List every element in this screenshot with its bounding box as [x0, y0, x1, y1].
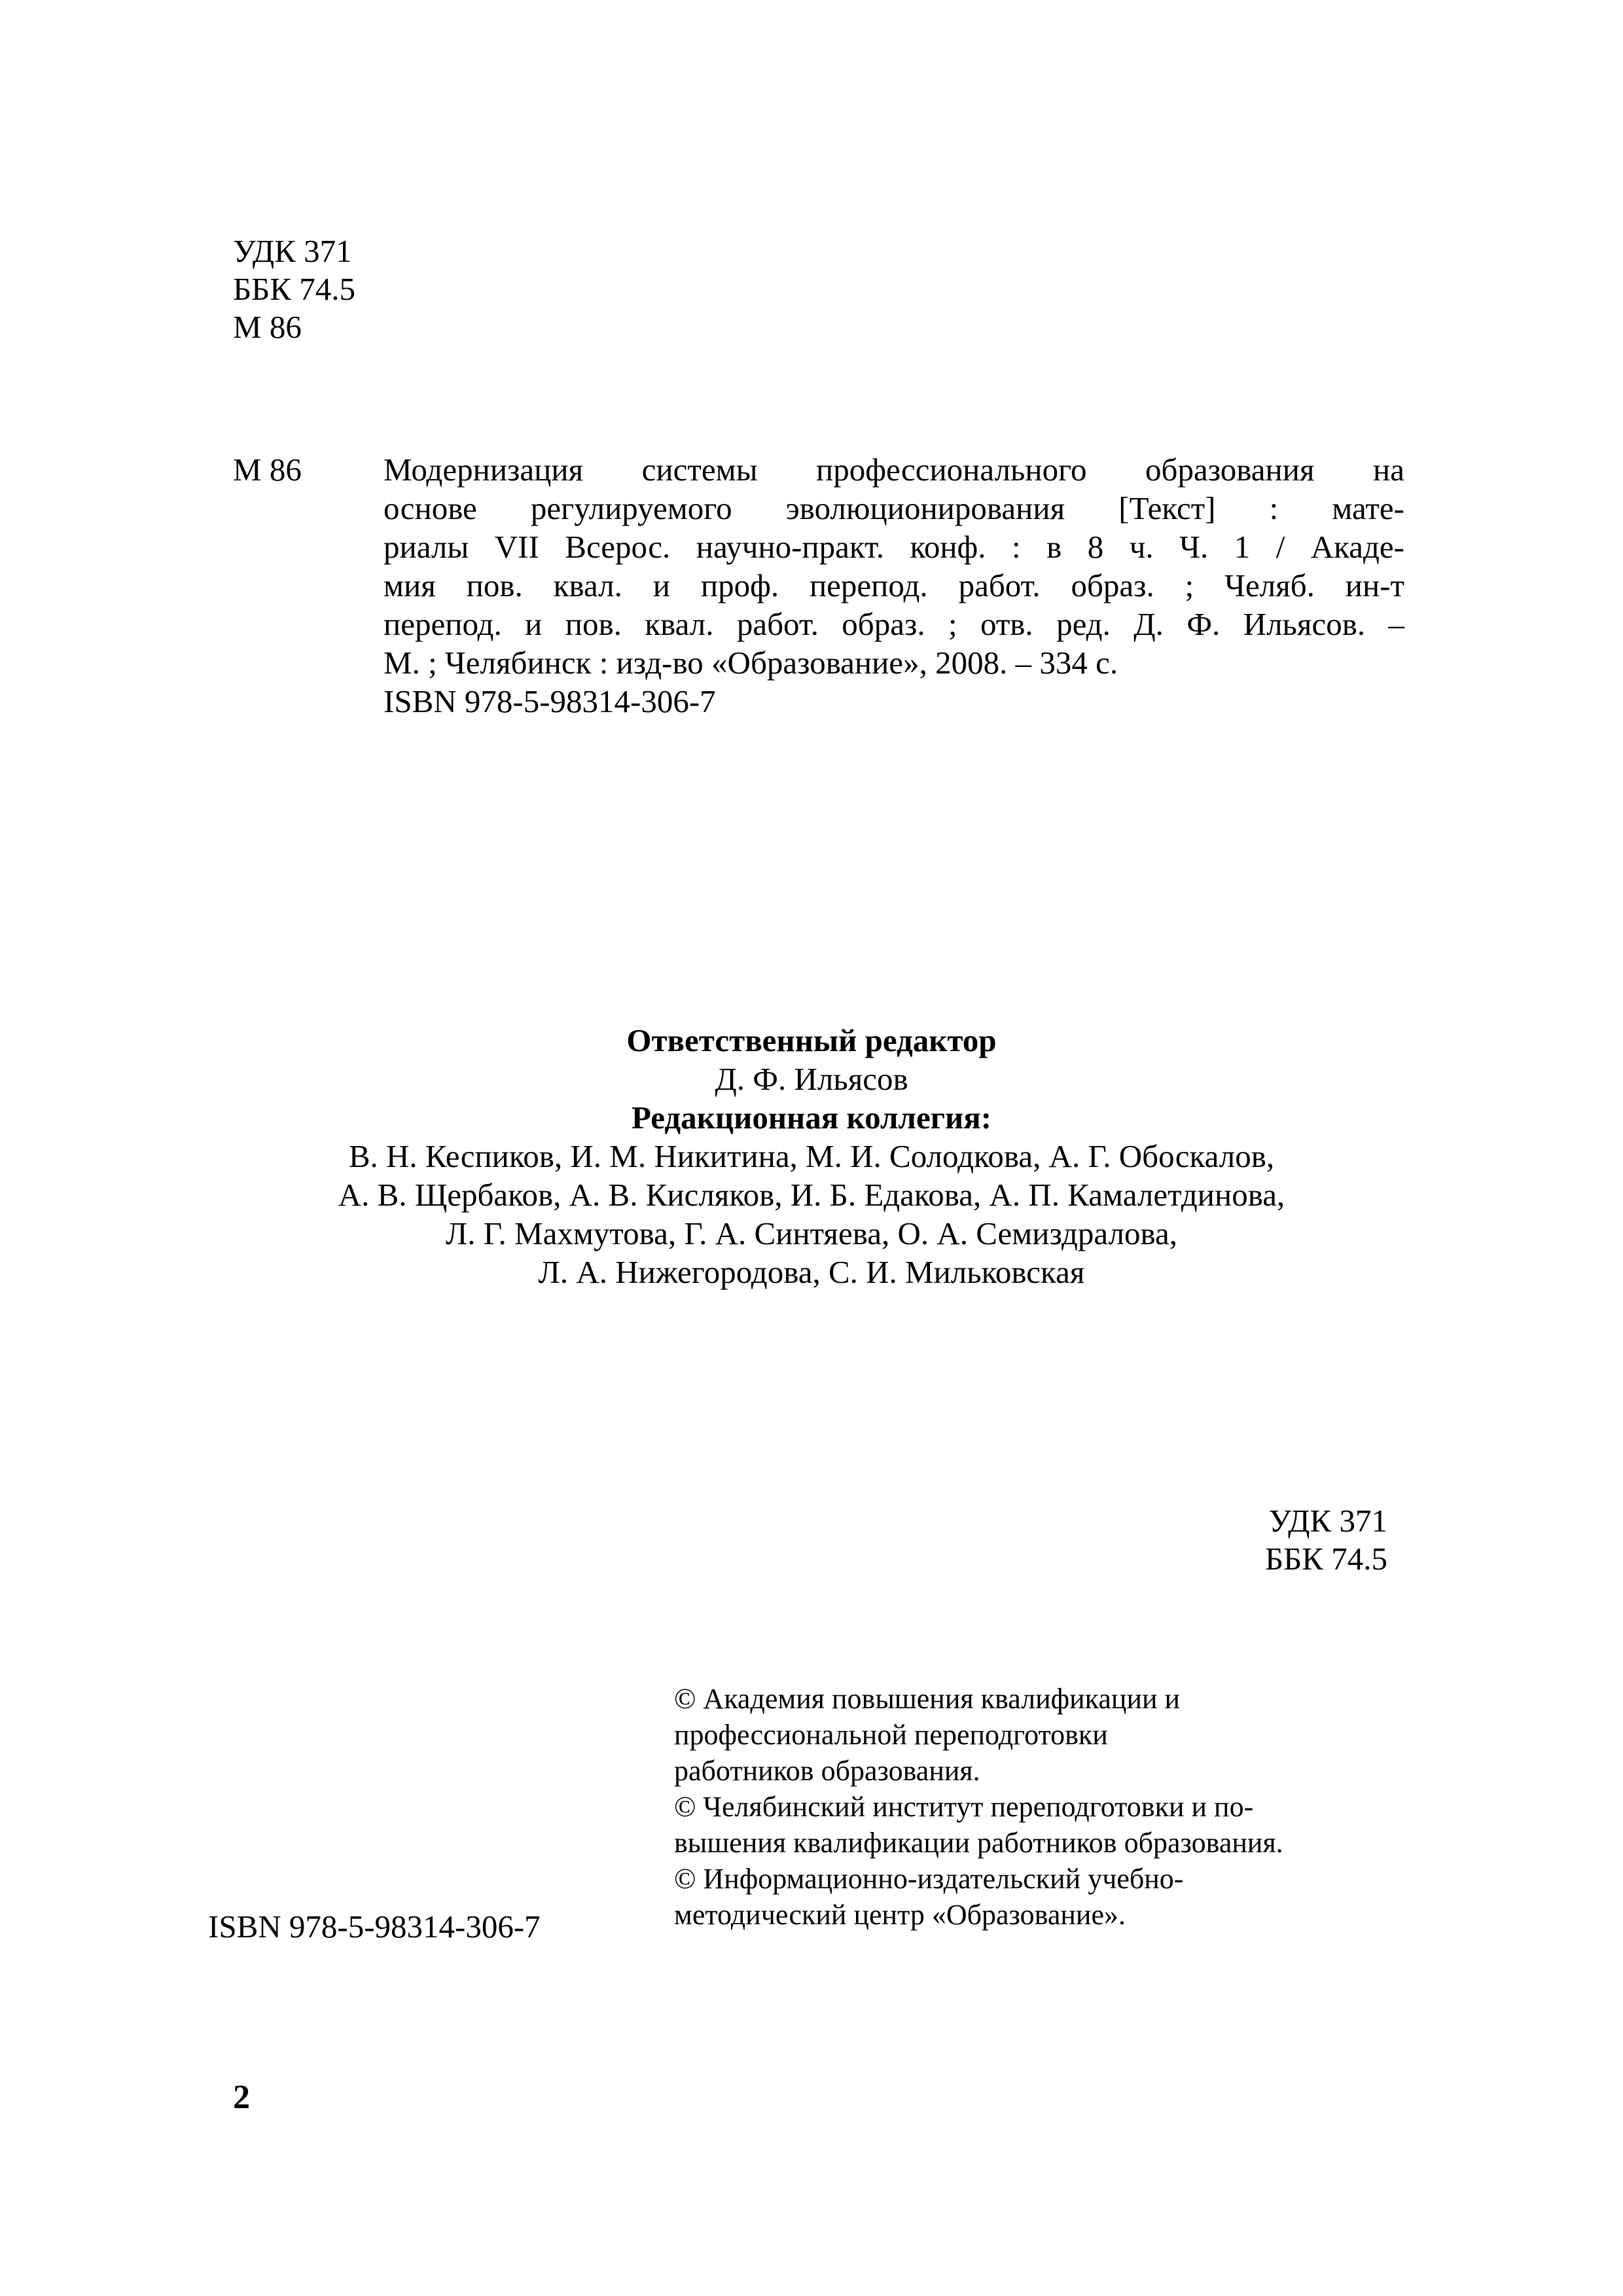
udk-code: УДК 371 [233, 233, 352, 269]
bibliographic-author-mark: М 86 [233, 452, 302, 488]
editorial-board [157, 1021, 1466, 1291]
editorial-board-line: Л. А. Нижегородова, С. И. Мильковская [538, 1254, 1085, 1290]
bibliographic-line: Модернизация системы профессионального образования на [383, 452, 1404, 488]
bibliographic-line: мия пов. квал. и проф. перепод. работ. образ. ; Челяб. ин-т [383, 567, 1404, 603]
bibliographic-line: М. ; Челябинск : изд-во «Образование», 2008. – 334 с. [383, 645, 1118, 681]
copyright-line: методический центр «Образование». [674, 1899, 1126, 1931]
bbk-code: ББК 74.5 [1265, 1541, 1387, 1577]
udk-code: УДК 371 [1268, 1503, 1387, 1539]
classification-codes-top [233, 232, 355, 346]
responsible-editor-name: Д. Ф. Ильясов [715, 1061, 908, 1097]
bbk-code: ББК 74.5 [233, 271, 355, 307]
classification-codes-bottom [982, 1502, 1387, 1578]
author-mark: М 86 [233, 309, 302, 345]
editorial-board-line: Л. Г. Махмутова, Г. А. Синтяева, О. А. Семиздралова, [445, 1215, 1178, 1251]
copyright-line: вышения квалификации работников образования. [674, 1827, 1283, 1859]
editorial-board-heading: Редакционная коллегия: [631, 1100, 992, 1136]
responsible-editor-heading: Ответственный редактор [626, 1022, 997, 1058]
copyright-block [674, 1681, 1427, 1933]
copyright-line: © Академия повышения квалификации и [674, 1683, 1181, 1715]
isbn: ISBN 978-5-98314-306-7 [208, 1909, 541, 1945]
copyright-line: профессиональной переподготовки [674, 1719, 1108, 1751]
copyright-line: работников образования. [674, 1755, 980, 1787]
copyright-line: © Информационно-издательский учебно- [674, 1863, 1184, 1895]
bibliographic-isbn: ISBN 978-5-98314-306-7 [383, 683, 716, 719]
editorial-board-line: В. Н. Кеспиков, И. М. Никитина, М. И. Солодкова, А. Г. Обоскалов, [348, 1138, 1275, 1174]
page-number: 2 [233, 2079, 250, 2116]
bibliographic-line: риалы VII Всерос. научно-практ. конф. : в 8 ч. Ч. 1 / Акаде- [383, 529, 1404, 565]
bibliographic-line: перепод. и пов. квал. работ. образ. ; отв. ред. Д. Ф. Ильясов. – [383, 606, 1404, 642]
bibliographic-description [383, 450, 1404, 721]
copyright-line: © Челябинский институт переподготовки и по- [674, 1791, 1254, 1823]
bibliographic-line: основе регулируемого эволюционирования [Текст] : мате- [383, 490, 1404, 526]
editorial-board-line: А. В. Щербаков, А. В. Кисляков, И. Б. Едакова, А. П. Камалетдинова, [338, 1177, 1285, 1213]
